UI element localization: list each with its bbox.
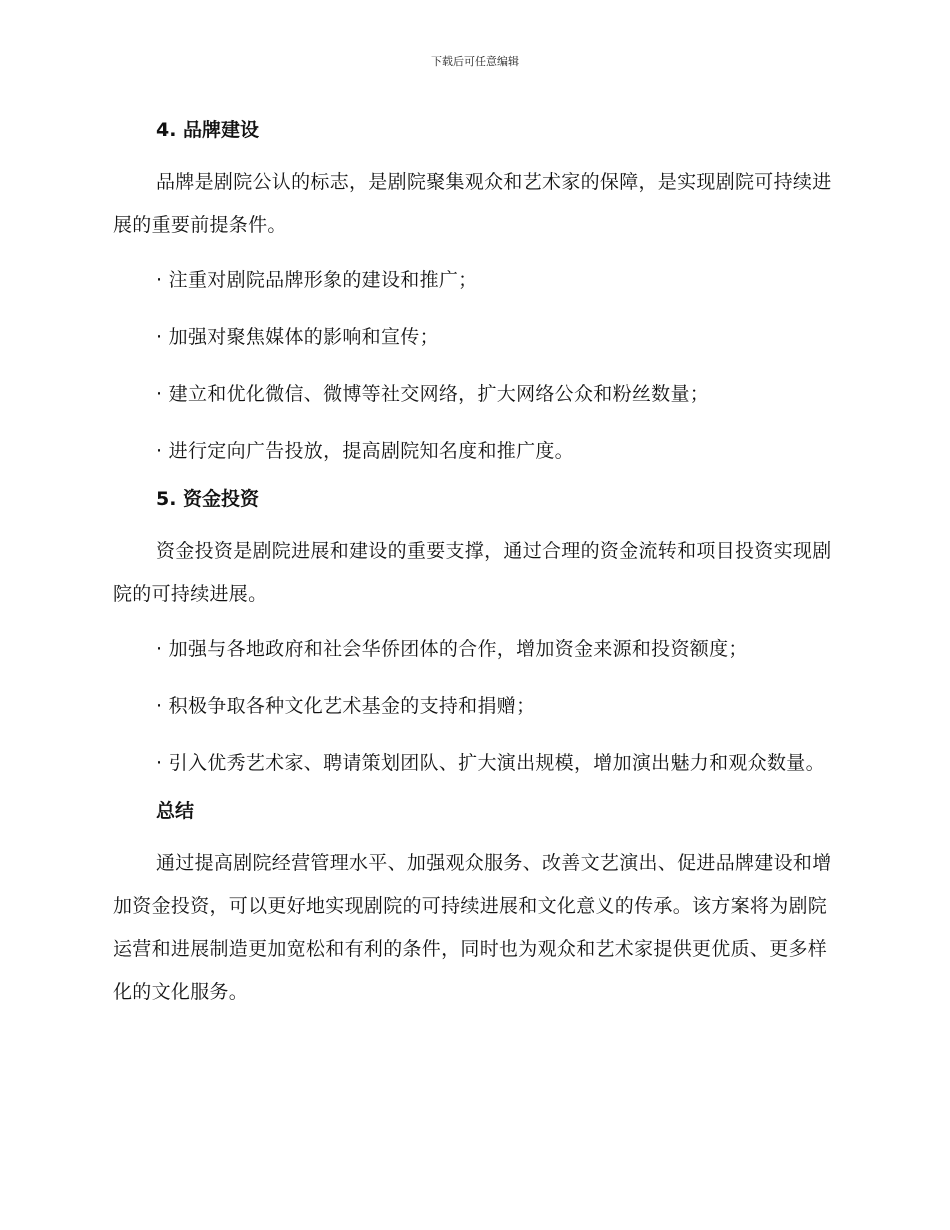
bullet-item: · 建立和优化微信、微博等社交网络，扩大网络公众和粉丝数量； xyxy=(156,383,710,405)
section-heading-brand: 4. 品牌建设 xyxy=(156,119,260,141)
section-heading-funding: 5. 资金投资 xyxy=(156,488,260,510)
section-paragraph-summary: 通过提高剧院经营管理水平、加强观众服务、改善文艺演出、促进品牌建设和增加资金投资，可以更好地实现剧院的可持续进展和文化意义的传承。该方案将为剧院运营和进展制造更加宽松和有利的条件，同时也为观众和艺术家提供更优质、更多样化的文化服务。 xyxy=(113,852,832,1003)
bullet-item: · 引入优秀艺术家、聘请策划团队、扩大演出规模，增加演出魅力和观众数量。 xyxy=(156,752,825,774)
bullet-item: · 进行定向广告投放，提高剧院知名度和推广度。 xyxy=(156,440,574,462)
section-heading-summary: 总结 xyxy=(156,800,195,822)
page-header: 下载后可任意编辑 xyxy=(431,55,519,68)
bullet-item: · 加强与各地政府和社会华侨团体的合作，增加资金来源和投资额度； xyxy=(156,638,748,660)
bullet-item: · 积极争取各种文化艺术基金的支持和捐赠； xyxy=(156,695,536,717)
document-body xyxy=(113,110,833,1026)
bullet-item: · 注重对剧院品牌形象的建设和推广； xyxy=(156,269,478,291)
section-paragraph-brand: 品牌是剧院公认的标志，是剧院聚集观众和艺术家的保障，是实现剧院可持续进展的重要前提条件。 xyxy=(113,171,832,236)
section-paragraph-funding: 资金投资是剧院进展和建设的重要支撑，通过合理的资金流转和项目投资实现剧院的可持续进展。 xyxy=(113,540,832,605)
bullet-item: · 加强对聚焦媒体的影响和宣传； xyxy=(156,326,439,348)
